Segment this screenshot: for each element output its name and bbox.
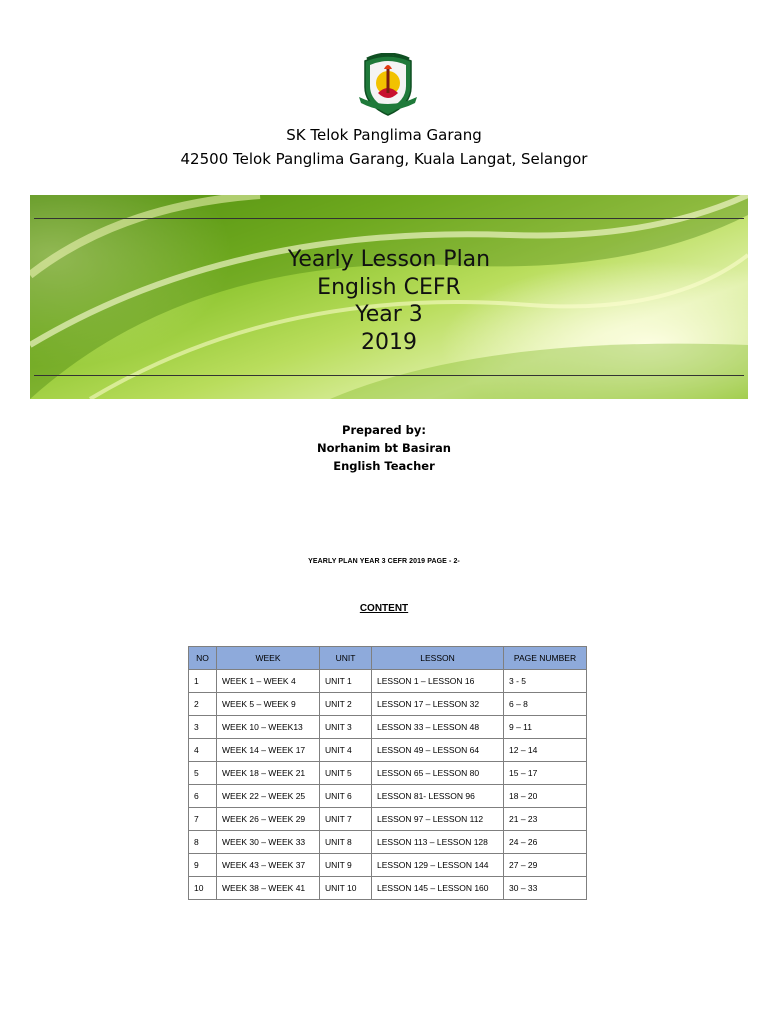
title-line: Year 3 <box>355 302 423 327</box>
document-title <box>30 246 748 356</box>
header-page-number: PAGE NUMBER <box>504 647 587 670</box>
cell-week: WEEK 22 – WEEK 25 <box>217 785 320 808</box>
cell-unit: UNIT 1 <box>320 670 372 693</box>
cell-no: 8 <box>189 831 217 854</box>
cell-week: WEEK 10 – WEEK13 <box>217 716 320 739</box>
banner-top-rule <box>34 218 744 219</box>
cell-no: 6 <box>189 785 217 808</box>
cell-unit: UNIT 10 <box>320 877 372 900</box>
cell-no: 2 <box>189 693 217 716</box>
cell-lesson: LESSON 145 – LESSON 160 <box>372 877 504 900</box>
cell-lesson: LESSON 97 – LESSON 112 <box>372 808 504 831</box>
table-row <box>189 716 587 739</box>
content-heading: CONTENT <box>359 603 409 614</box>
cell-week: WEEK 5 – WEEK 9 <box>217 693 320 716</box>
cell-week: WEEK 43 – WEEK 37 <box>217 854 320 877</box>
cell-week: WEEK 1 – WEEK 4 <box>217 670 320 693</box>
cell-unit: UNIT 6 <box>320 785 372 808</box>
cell-no: 5 <box>189 762 217 785</box>
cell-no: 9 <box>189 854 217 877</box>
cell-no: 3 <box>189 716 217 739</box>
table-row <box>189 785 587 808</box>
cell-lesson: LESSON 33 – LESSON 48 <box>372 716 504 739</box>
teacher-name: Norhanim bt Basiran <box>317 441 451 455</box>
cell-unit: UNIT 3 <box>320 716 372 739</box>
cell-page-number: 6 – 8 <box>504 693 587 716</box>
cell-week: WEEK 18 – WEEK 21 <box>217 762 320 785</box>
header-unit: UNIT <box>320 647 372 670</box>
school-address: 42500 Telok Panglima Garang, Kuala Langat, Selangor <box>180 150 588 168</box>
cell-lesson: LESSON 65 – LESSON 80 <box>372 762 504 785</box>
page-header: YEARLY PLAN YEAR 3 CEFR 2019 PAGE - 2- <box>308 558 460 565</box>
cell-lesson: LESSON 1 – LESSON 16 <box>372 670 504 693</box>
cell-week: WEEK 38 – WEEK 41 <box>217 877 320 900</box>
cell-unit: UNIT 2 <box>320 693 372 716</box>
cell-unit: UNIT 9 <box>320 854 372 877</box>
school-name: SK Telok Panglima Garang <box>286 126 482 144</box>
title-line: English CEFR <box>317 274 461 300</box>
prepared-by-label: Prepared by: <box>342 423 426 437</box>
banner-bottom-rule <box>34 375 744 376</box>
cell-no: 4 <box>189 739 217 762</box>
cell-lesson: LESSON 113 – LESSON 128 <box>372 831 504 854</box>
cell-lesson: LESSON 49 – LESSON 64 <box>372 739 504 762</box>
prepared-by-block <box>0 421 768 475</box>
cell-unit: UNIT 5 <box>320 762 372 785</box>
cell-unit: UNIT 8 <box>320 831 372 854</box>
header-lesson: LESSON <box>372 647 504 670</box>
header-week: WEEK <box>217 647 320 670</box>
cell-week: WEEK 30 – WEEK 33 <box>217 831 320 854</box>
cell-page-number: 9 – 11 <box>504 716 587 739</box>
table-row <box>189 854 587 877</box>
cell-page-number: 24 – 26 <box>504 831 587 854</box>
cell-page-number: 18 – 20 <box>504 785 587 808</box>
cell-page-number: 3 - 5 <box>504 670 587 693</box>
cell-unit: UNIT 4 <box>320 739 372 762</box>
header-no: NO <box>189 647 217 670</box>
title-line: 2019 <box>361 329 417 355</box>
cell-no: 1 <box>189 670 217 693</box>
table-row <box>189 877 587 900</box>
cell-lesson: LESSON 129 – LESSON 144 <box>372 854 504 877</box>
table-row <box>189 808 587 831</box>
title-line: Yearly Lesson Plan <box>287 247 491 272</box>
title-banner <box>30 195 748 399</box>
table-row <box>189 670 587 693</box>
table-row <box>189 739 587 762</box>
school-crest-logo <box>357 53 419 119</box>
table-header-row <box>189 647 587 670</box>
teacher-role: English Teacher <box>333 459 435 473</box>
cell-lesson: LESSON 17 – LESSON 32 <box>372 693 504 716</box>
table-row <box>189 693 587 716</box>
cell-week: WEEK 14 – WEEK 17 <box>217 739 320 762</box>
cell-week: WEEK 26 – WEEK 29 <box>217 808 320 831</box>
cell-page-number: 12 – 14 <box>504 739 587 762</box>
cell-no: 10 <box>189 877 217 900</box>
table-row <box>189 831 587 854</box>
cell-page-number: 27 – 29 <box>504 854 587 877</box>
cell-no: 7 <box>189 808 217 831</box>
cell-lesson: LESSON 81- LESSON 96 <box>372 785 504 808</box>
cell-unit: UNIT 7 <box>320 808 372 831</box>
contents-table <box>188 646 587 900</box>
table-row <box>189 762 587 785</box>
cell-page-number: 30 – 33 <box>504 877 587 900</box>
cell-page-number: 21 – 23 <box>504 808 587 831</box>
cell-page-number: 15 – 17 <box>504 762 587 785</box>
